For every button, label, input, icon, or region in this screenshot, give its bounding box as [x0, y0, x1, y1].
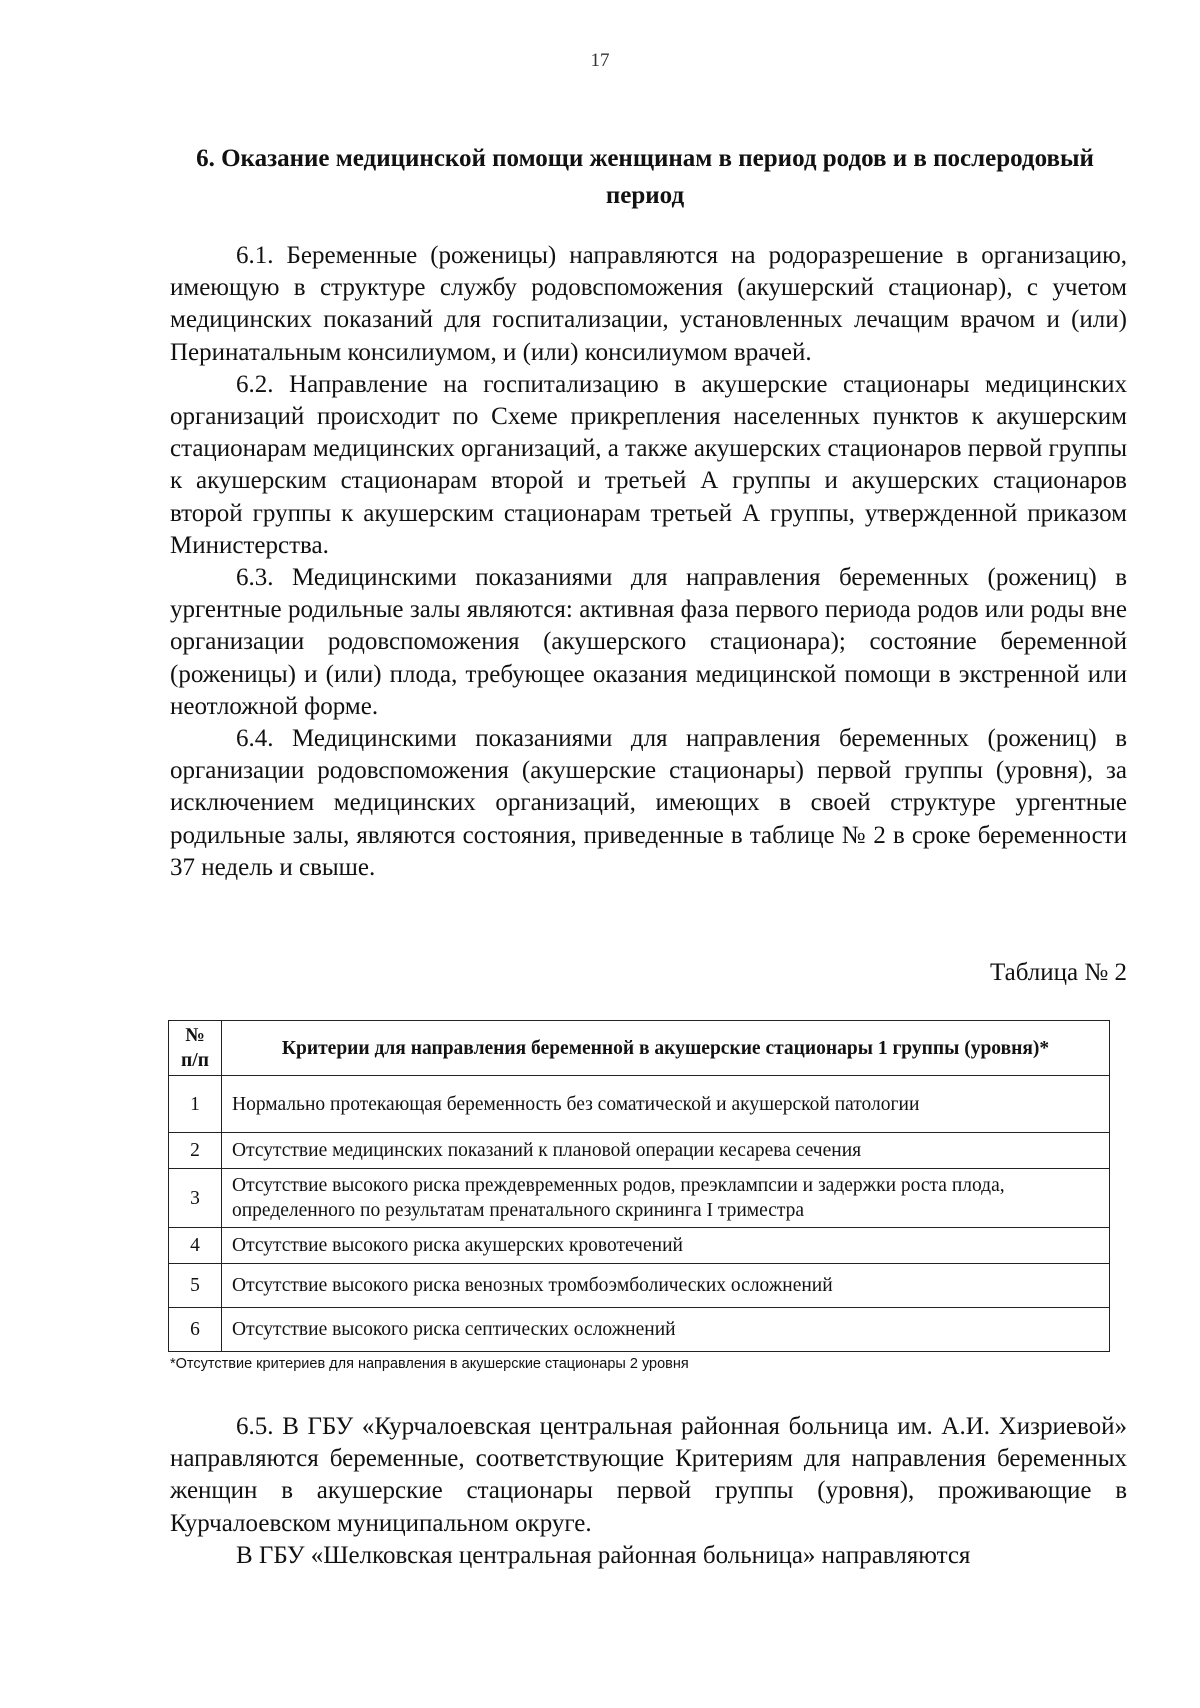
- row-number: 1: [169, 1076, 222, 1133]
- row-criterion: Отсутствие высокого риска венозных тромбоэмболических осложнений: [222, 1264, 1110, 1308]
- row-number: 3: [169, 1169, 222, 1228]
- row-number: 4: [169, 1228, 222, 1264]
- paragraph-6-3: 6.3. Медицинскими показаниями для направления беременных (рожениц) в ургентные родильные залы являются: активная фаза первого периода родов или роды вне организации родовспоможения (акушерского стационара); состояние беременной (роженицы) и (или) плода, требующее оказания медицинской помощи в экстренной или неотложной форме.: [170, 564, 1127, 720]
- paragraph-6-1: 6.1. Беременные (роженицы) направляются на родоразрешение в организацию, имеющую в структуре службу родовспоможения (акушерский стационар), с учетом медицинских показаний для госпитализации, установленных лечащим врачом и (или) Перинатальным консилиумом, и (или) консилиумом врачей.: [170, 242, 1127, 366]
- table-row: [169, 1228, 1110, 1264]
- table-header-row: [169, 1021, 1110, 1076]
- table-row: [169, 1169, 1110, 1228]
- table-header-criteria: Критерии для направления беременной в акушерские стационары 1 группы (уровня)*: [222, 1021, 1110, 1076]
- table-row: [169, 1076, 1110, 1133]
- criteria-table: [168, 1020, 1110, 1352]
- paragraph-6-4: 6.4. Медицинскими показаниями для направления беременных (рожениц) в организации родовспоможения (акушерские стационары) первой группы (уровня), за исключением медицинских организаций, имеющих в своей структуре ургентные родильные залы, являются состояния, приведенные в таблице № 2 в сроке беременности 37 недель и свыше.: [170, 725, 1127, 881]
- paragraph-shelkovskaya: В ГБУ «Шелковская центральная районная больница» направляются: [236, 1541, 971, 1569]
- table-row: [169, 1133, 1110, 1169]
- table-row: [169, 1264, 1110, 1308]
- row-criterion: Нормально протекающая беременность без соматической и акушерской патологии: [222, 1076, 1110, 1133]
- row-number: 6: [169, 1308, 222, 1352]
- row-criterion: Отсутствие высокого риска септических осложнений: [222, 1308, 1110, 1352]
- section-heading: 6. Оказание медицинской помощи женщинам в период родов и в послеродовый период: [196, 145, 1094, 209]
- section-body-continued: [170, 1411, 1127, 1572]
- row-number: 2: [169, 1133, 222, 1169]
- page-number: 17: [590, 50, 610, 71]
- row-number: 5: [169, 1264, 222, 1308]
- row-criterion: Отсутствие медицинских показаний к плановой операции кесарева сечения: [222, 1133, 1110, 1169]
- row-criterion: Отсутствие высокого риска преждевременных родов, преэклампсии и задержки роста плода, определенного по результатам пренатального скрининга I триместра: [222, 1169, 1110, 1228]
- row-criterion: Отсутствие высокого риска акушерских кровотечений: [222, 1228, 1110, 1264]
- paragraph-6-5: 6.5. В ГБУ «Курчалоевская центральная районная больница им. А.И. Хизриевой» направляются беременные, соответствующие Критериям для направления беременных женщин в акушерские стационары первой группы (уровня), проживающие в Курчалоевском муниципальном округе.: [170, 1413, 1127, 1537]
- table-caption: Таблица № 2: [989, 959, 1127, 986]
- section-body: [170, 240, 1127, 884]
- table-row: [169, 1308, 1110, 1352]
- table-header-number: № п/п: [169, 1021, 222, 1076]
- table-footnote: *Отсутствие критериев для направления в акушерские стационары 2 уровня: [170, 1356, 689, 1372]
- paragraph-6-2: 6.2. Направление на госпитализацию в акушерские стационары медицинских организаций происходит по Схеме прикрепления населенных пунктов к акушерским стационарам медицинских организаций, а также акушерских стационаров первой группы к акушерским стационарам второй и третьей А группы и акушерских стационаров второй группы к акушерским стационарам третьей А группы, утвержденной приказом Министерства.: [170, 370, 1127, 559]
